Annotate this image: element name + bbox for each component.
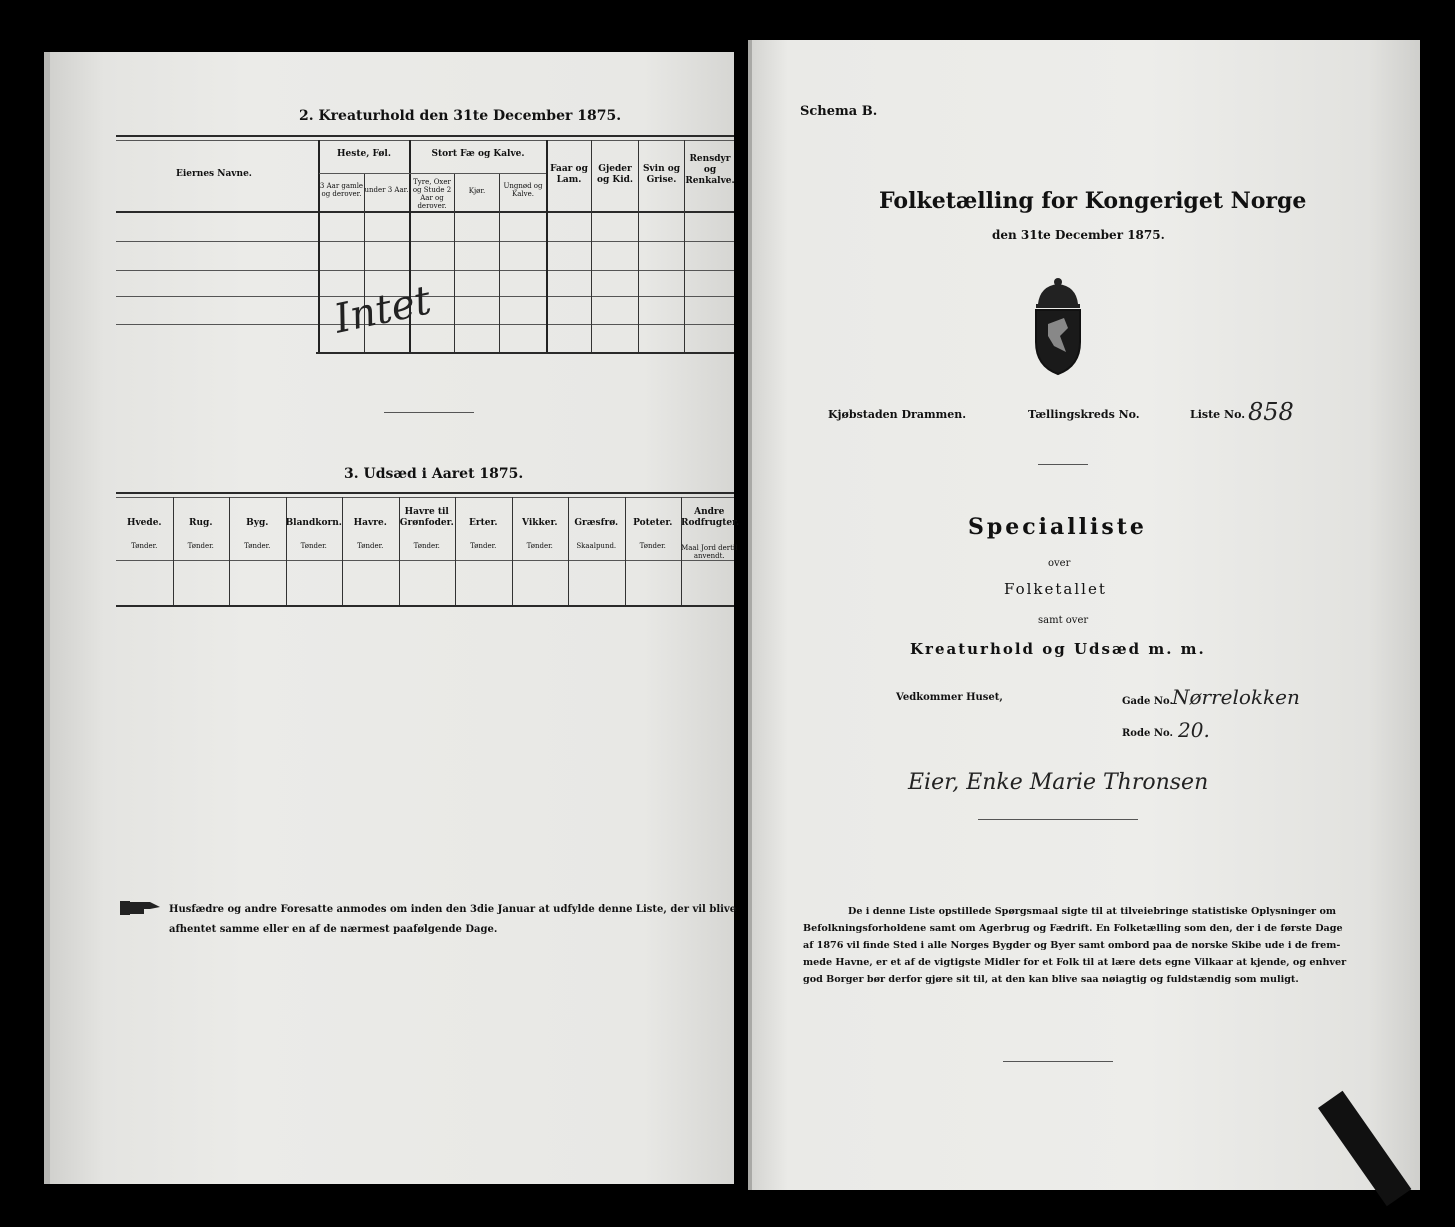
kreds-label: Tællingskreds No. bbox=[1028, 408, 1140, 421]
samt-over-label: samt over bbox=[1038, 615, 1089, 626]
horses-header: Heste, Føl. bbox=[337, 149, 391, 159]
section3-title: 3. Udsæd i Aaret 1875. bbox=[344, 466, 524, 482]
horses-sub-2: under 3 Aar. bbox=[364, 186, 409, 194]
kreaturhold-heading: Kreaturhold og Udsæd m. m. bbox=[910, 640, 1206, 658]
seed-col-label: Havre til Grønfoder. bbox=[399, 507, 454, 528]
section2-title: 2. Kreaturhold den 31te December 1875. bbox=[299, 108, 622, 124]
rode-value: 20. bbox=[1178, 718, 1210, 742]
paragraph-line: af 1876 vil finde Sted i alle Norges Bygder og Byer samt ombord paa de norske Skibe ude i de frem- bbox=[803, 940, 1341, 951]
seed-col-label: Erter. bbox=[468, 518, 498, 528]
seed-col-unit: Skaalpund. bbox=[576, 542, 617, 550]
seed-col-unit: Tønder. bbox=[357, 542, 384, 550]
ribbon-bookmark bbox=[1318, 1091, 1411, 1207]
goats-header: Gjeder og Kid. bbox=[596, 164, 634, 185]
seed-col-unit: Tønder. bbox=[300, 542, 327, 550]
seed-col-unit: Tønder. bbox=[470, 542, 497, 550]
census-title: Folketælling for Kongeriget Norge bbox=[879, 188, 1307, 214]
rode-label: Rode No. bbox=[1122, 728, 1173, 739]
seed-col-divider bbox=[512, 497, 513, 605]
seed-col-label: Andre Rodfrugter. bbox=[681, 507, 740, 528]
seed-col-label: Byg. bbox=[246, 518, 269, 528]
sheep-header: Faar og Lam. bbox=[550, 164, 588, 185]
kjobstad-label: Kjøbstaden Drammen. bbox=[828, 408, 967, 421]
seed-col-divider bbox=[568, 497, 569, 605]
seed-col-divider bbox=[342, 497, 343, 605]
over-label-1: over bbox=[1048, 558, 1071, 569]
seed-col-label: Vikker. bbox=[522, 518, 558, 528]
horses-sub-1: 3 Aar gamle og derover. bbox=[319, 182, 364, 198]
coat-of-arms-icon bbox=[1030, 276, 1086, 376]
seed-col-unit: Tønder. bbox=[413, 542, 440, 550]
seed-col-label: Hvede. bbox=[126, 518, 162, 528]
seed-col-label: Poteter. bbox=[633, 518, 673, 528]
seed-col-unit: Tønder. bbox=[131, 542, 158, 550]
census-date: den 31te December 1875. bbox=[992, 228, 1165, 242]
specialliste-heading: Specialliste bbox=[968, 514, 1147, 540]
gade-value: Nørrelokken bbox=[1172, 685, 1300, 709]
schema-label: Schema B. bbox=[800, 104, 878, 119]
seed-col-label: Havre. bbox=[353, 518, 387, 528]
seed-col-divider bbox=[229, 497, 230, 605]
right-page bbox=[748, 40, 1420, 1190]
seed-col-divider bbox=[286, 497, 287, 605]
owner-name: Eier, Enke Marie Thronsen bbox=[908, 770, 1209, 795]
liste-value: 858 bbox=[1248, 398, 1294, 426]
paragraph-line: Befolkningsforholdene samt om Agerbrug og Fædrift. En Folketælling som den, der i de første Dage bbox=[803, 923, 1343, 934]
paragraph-line: god Borger bør derfor gjøre sit til, at den kan blive saa nøiagtig og fuldstændig som muligt. bbox=[803, 974, 1299, 985]
folketallet-heading: Folketallet bbox=[1004, 580, 1107, 598]
vedkommer-label: Vedkommer Huset, bbox=[896, 692, 1003, 703]
seed-col-divider bbox=[625, 497, 626, 605]
owners-header: Eiernes Navne. bbox=[176, 169, 252, 179]
left-page bbox=[44, 52, 740, 1184]
cattle-header: Stort Fæ og Kalve. bbox=[431, 149, 525, 159]
seed-col-divider bbox=[455, 497, 456, 605]
paragraph-line: mede Havne, er et af de vigtigste Midler for et Folk til at lære dets egne Vilkaar at kjende, og enhver bbox=[803, 957, 1347, 968]
seed-col-unit: Tønder. bbox=[244, 542, 271, 550]
seed-col-label: Græsfrø. bbox=[574, 518, 619, 528]
liste-label: Liste No. bbox=[1190, 408, 1246, 421]
gade-label: Gade No. bbox=[1122, 696, 1173, 707]
handwriting-intet: Intet bbox=[330, 277, 436, 343]
notice-line-1: Husfædre og andre Foresatte anmodes om inden den 3die Januar at udfylde denne Liste, der vil blive bbox=[169, 904, 737, 915]
paragraph-line: De i denne Liste opstillede Spørgsmaal sigte til at tilveiebringe statistiske Oplysninger om bbox=[848, 906, 1337, 917]
cattle-sub-1: Tyre, Oxer og Stude 2 Aar og derover. bbox=[412, 178, 452, 210]
reindeer-header: Rensdyr og Renkalve. bbox=[685, 154, 735, 186]
seed-col-label: Blandkorn. bbox=[285, 518, 342, 528]
pigs-header: Svin og Grise. bbox=[642, 164, 681, 185]
seed-col-divider bbox=[173, 497, 174, 605]
cattle-sub-2: Kjør. bbox=[468, 187, 486, 195]
seed-col-unit: Tønder. bbox=[187, 542, 214, 550]
cattle-sub-3: Ungnød og Kalve. bbox=[503, 182, 543, 198]
seed-col-unit: Maal Jord dertil anvendt. bbox=[681, 544, 738, 560]
pointing-hand-icon bbox=[120, 899, 162, 917]
seed-col-unit: Tønder. bbox=[526, 542, 553, 550]
seed-col-label: Rug. bbox=[189, 518, 213, 528]
notice-line-2: afhentet samme eller en af de nærmest paafølgende Dage. bbox=[169, 924, 498, 935]
seed-col-unit: Tønder. bbox=[639, 542, 666, 550]
